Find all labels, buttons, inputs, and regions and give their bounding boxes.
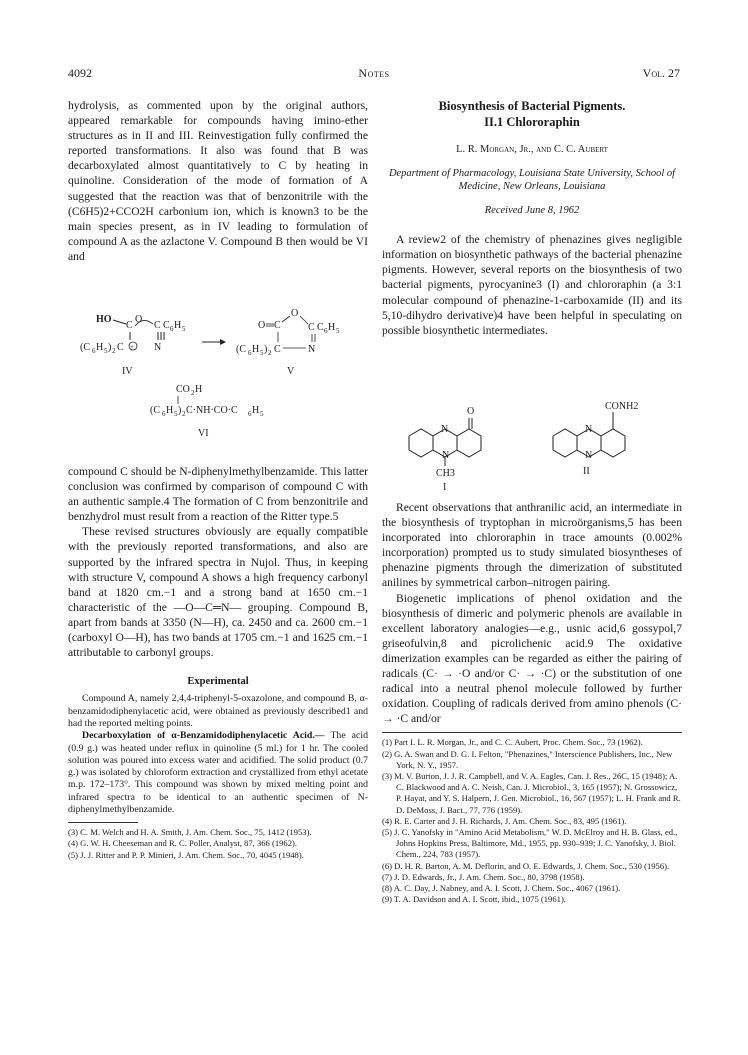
svg-text:C: C [117,342,124,353]
right-column-lower [382,500,682,905]
left-footnote: (5) J. J. Ritter and P. P. Minieri, J. Am. Chem. Soc., 70, 4045 (1948). [68,849,304,860]
svg-text:N: N [308,344,316,355]
right-column [382,98,682,338]
structure-vi-label: VI [198,428,209,439]
right-paragraph-1: A review2 of the chemistry of phenazines gives negligible information on biosynthetic pathways of the bacterial phenazine pigments. However, several reports on the biosynthesis of two bacterial pigments, pyrocyanine3 (I) and chlororaphin (a 3:1 molecular compound of phenazine-1-carboxamide (II) and its 5,10-dihydro derivative)4 have been helpful in speculating on possible biosynthetic intermediates. [382,233,682,337]
svg-text:2: 2 [268,349,272,357]
received-date: Received June 8, 1962 [484,205,580,217]
svg-text:H: H [96,342,104,353]
left-paragraph-2: compound C should be N-diphenylmethylbenzamide. This latter conclusion was confirmed by comparison of compound C with an authentic sample.4 The formation of C from benzonitrile and benzhydrol must result from a reaction of the Ritter type.5 [68,465,368,524]
structure-i-methyl: CH3 [436,468,455,479]
svg-text:6: 6 [324,327,328,335]
svg-text:2: 2 [191,389,195,397]
experimental-subheading: Decarboxylation of α-Benzamidodiphenylacetic Acid.— [82,730,325,742]
right-footnote: (3) M. V. Burton, J. J. R. Campbell, and V. A. Eagles, Can. J. Res., 26C, 15 (1948); A. C. Blackwood and A. C. Neish, Can. J. Microbiol., 3, 165 (1957); N. Grossowicz, P. Hayat, and Y. S. Halpern, J. Gen. Microbiol., 16, 567 (1957); L. H. Frank and R. D. DeMoss, J. Bact., 77, 776 (1959). [382,771,681,815]
svg-text:HO: HO [96,314,112,325]
experimental-paragraph-2: The acid (0.9 g.) was heated under reflux in quinoline (5 ml.) for 1 hr. The cooled solution was poured into excess water and acidified. The solid product (0.7 g.) was isolated by chloroform extraction and crystallized from ethyl acetate m.p. 172–173°. This compound was shown by mixed melting point and infrared spectra to be identical to an authentic specimen of N-diphenylmethylbenzamide. [68,730,369,815]
svg-text:): ) [108,342,112,353]
structure-v [236,308,340,377]
left-paragraph-1: hydrolysis, as commented upon by the original authors, appeared remarkable for compounds having imino-ether structures as in II and III. Reinvestigation fully confirmed the reported transformations. It also was found that B was decarboxylated almost quantitatively to C by heating in quinoline. Consideration of the mode of formation of A suggested that the reaction was that of benzonitrile with the (C6H5)2+CCO2H carbonium ion, which is known3 to be the main species present, as in IV leading to formulation of compound A as the azlactone V. Compound B then would be VI and [68,99,368,263]
left-footnote: (3) C. M. Welch and H. A. Smith, J. Am. Chem. Soc., 75, 1412 (1953). [68,827,312,838]
svg-text:N: N [585,424,593,435]
left-paragraph-3: These revised structures obviously are equally compatible with the previously reported transformations, and also are supported by the infrared spectra in Nujol. Thus, in keeping with structure V, compound A shows a high frequency carbonyl band at 1820 cm.−1 and a strong band at 1650 cm.−1 characteristic of the —O—C═N— grouping. Compound B, apart from bands at 3350 (N—H), ca. 2450 and ca. 2600 cm.−1 (carboxyl O—H), has two bands at 1705 cm.−1 and 1625 cm.−1 attributable to carbonyl groups. [68,525,368,660]
svg-text:(C: (C [236,344,246,355]
right-footnote: (9) T. A. Davidson and A. I. Scott, ibid., 1075 (1961). [382,894,566,905]
svg-text:5: 5 [182,325,186,333]
footnote-rule [68,822,138,823]
article-title-line-2: II.1 Chlororaphin [484,115,580,129]
structure-vi [150,384,264,439]
svg-text:H: H [252,344,260,355]
svg-text:N: N [442,450,450,461]
left-column-lower [68,464,368,861]
svg-text:H: H [166,405,174,416]
svg-text:(C: (C [150,405,160,416]
affiliation: Department of Pharmacology, Louisiana State University, School of Medicine, New Orleans, Louisiana [388,168,676,193]
svg-text:6: 6 [162,410,166,418]
structure-ii-group: CONH2 [605,401,639,412]
svg-text:5: 5 [260,349,264,357]
svg-text:2: 2 [112,347,116,355]
experimental-heading: Experimental [187,676,249,688]
right-footnote: (2) G. A. Swan and D. G. I. Felton, "Phenazines," Interscience Publishers, Inc., New York, N. Y., 1957. [382,748,673,770]
svg-text:C: C [317,322,324,333]
svg-text:5: 5 [336,327,340,335]
svg-text:O: O [291,308,299,319]
right-footnote: (4) R. E. Carter and J. H. Richards, J. Am. Chem. Soc., 83, 495 (1961). [382,815,627,826]
structure-v-label: V [287,366,295,377]
svg-text:C: C [274,344,281,355]
experimental-paragraph-1: Compound A, namely 2,4,4-triphenyl-5-oxazolone, and compound B, α-benzamidodiphenylacetic acid, were obtained as previously described1 and had the reported melting points. [68,693,368,729]
svg-text:C: C [274,320,281,331]
svg-text:2: 2 [182,410,186,418]
reaction-arrow [202,339,226,345]
left-column [68,98,368,264]
right-footnote: (6) D. H. R. Barton, A. M. Deflorin, and O. E. Edwards, J. Chem. Soc., 530 (1956). [382,860,670,871]
svg-text:6: 6 [248,410,252,418]
svg-text:H: H [174,320,182,331]
svg-text:5: 5 [174,410,178,418]
svg-text:H: H [328,322,336,333]
article-title-line-1: Biosynthesis of Bacterial Pigments. [438,99,626,113]
svg-text:C·NH·CO·C: C·NH·CO·C [186,405,238,416]
volume-label: Vol. 27 [642,66,680,80]
right-footnote: (1) Part I. L. R. Morgan, Jr., and C. C. Aubert, Proc. Chem. Soc., 73 (1962). [382,737,643,748]
svg-text:C: C [163,320,170,331]
svg-text:N: N [441,424,449,435]
svg-text:5: 5 [260,410,264,418]
right-footnote: (5) J. C. Yanofsky in "Amino Acid Metabolism," W. D. McElroy and H. B. Glass, ed., Johns Hopkins Press, Baltimore, Md., 1955, pp. 930–939; J. C. Yanofsky, J. Biol. Chem., 224, 783 (1957). [382,827,678,860]
svg-text:6: 6 [170,325,174,333]
svg-text:H: H [252,405,260,416]
svg-text:O: O [135,314,143,325]
structure-iv-label: IV [122,366,133,377]
svg-text:C: C [126,320,133,331]
svg-text:O: O [258,320,266,331]
section-title: Notes [358,66,390,80]
svg-text:CO: CO [176,384,190,395]
page-number: 4092 [68,66,92,80]
svg-text:C: C [308,322,315,333]
svg-text:N: N [154,342,162,353]
left-footnote: (4) G. W. H. Cheeseman and R. C. Poller, Analyst, 87, 366 (1962). [68,838,298,849]
structures-iv-v-vi [80,300,370,450]
svg-text:+: + [130,343,134,351]
running-header [68,66,680,82]
svg-text:): ) [264,344,268,355]
svg-text:N: N [585,450,593,461]
svg-text:H: H [195,384,203,395]
structure-i-label: I [443,482,447,493]
svg-text:O: O [467,406,475,417]
structure-ii-label: II [583,466,590,477]
svg-text:6: 6 [92,347,96,355]
svg-text:5: 5 [104,347,108,355]
svg-text:): ) [178,405,182,416]
right-paragraph-2: Recent observations that anthranilic acid, an intermediate in the biosynthesis of tryptophan in microörganisms,5 has been incorporated into chlororaphin in trace amounts (0.002% incorporation) prompted us to study simulated biosyntheses of phenazine pigments through the dimerization of substituted anilines by symmetrical carbon–nitrogen pairing. [382,501,682,590]
svg-text:C: C [154,320,161,331]
right-footnote-rule [382,732,682,733]
structure-iv [80,314,186,377]
right-footnote: (7) J. D. Edwards, Jr., J. Am. Chem. Soc., 80, 3798 (1958). [382,871,585,882]
right-footnote: (8) A. C. Day, J. Nabney, and A. I. Scott, J. Chem. Soc., 4067 (1961). [382,883,621,894]
right-paragraph-3: Biogenetic implications of phenol oxidation and the biosynthesis of dimeric and polymeric phenols are available in excellent laboratory analogies—e.g., usnic acid,6 gossypol,7 griseofulvin,8 and picrolichenic acid.9 The oxidative dimerization examples can be regarded as either the pairing of radicals (C· → ·O and/or C· → ·C) or the substitution of one radical into a neutral phenol molecule followed by further oxidation. Coupling of radicals derived from amino phenols (C· → ·C and/or [382,591,682,726]
svg-text:(C: (C [80,342,90,353]
svg-text:6: 6 [248,349,252,357]
authors: L. R. Morgan, Jr., and C. C. Aubert [456,144,608,155]
structures-i-ii [395,396,685,496]
